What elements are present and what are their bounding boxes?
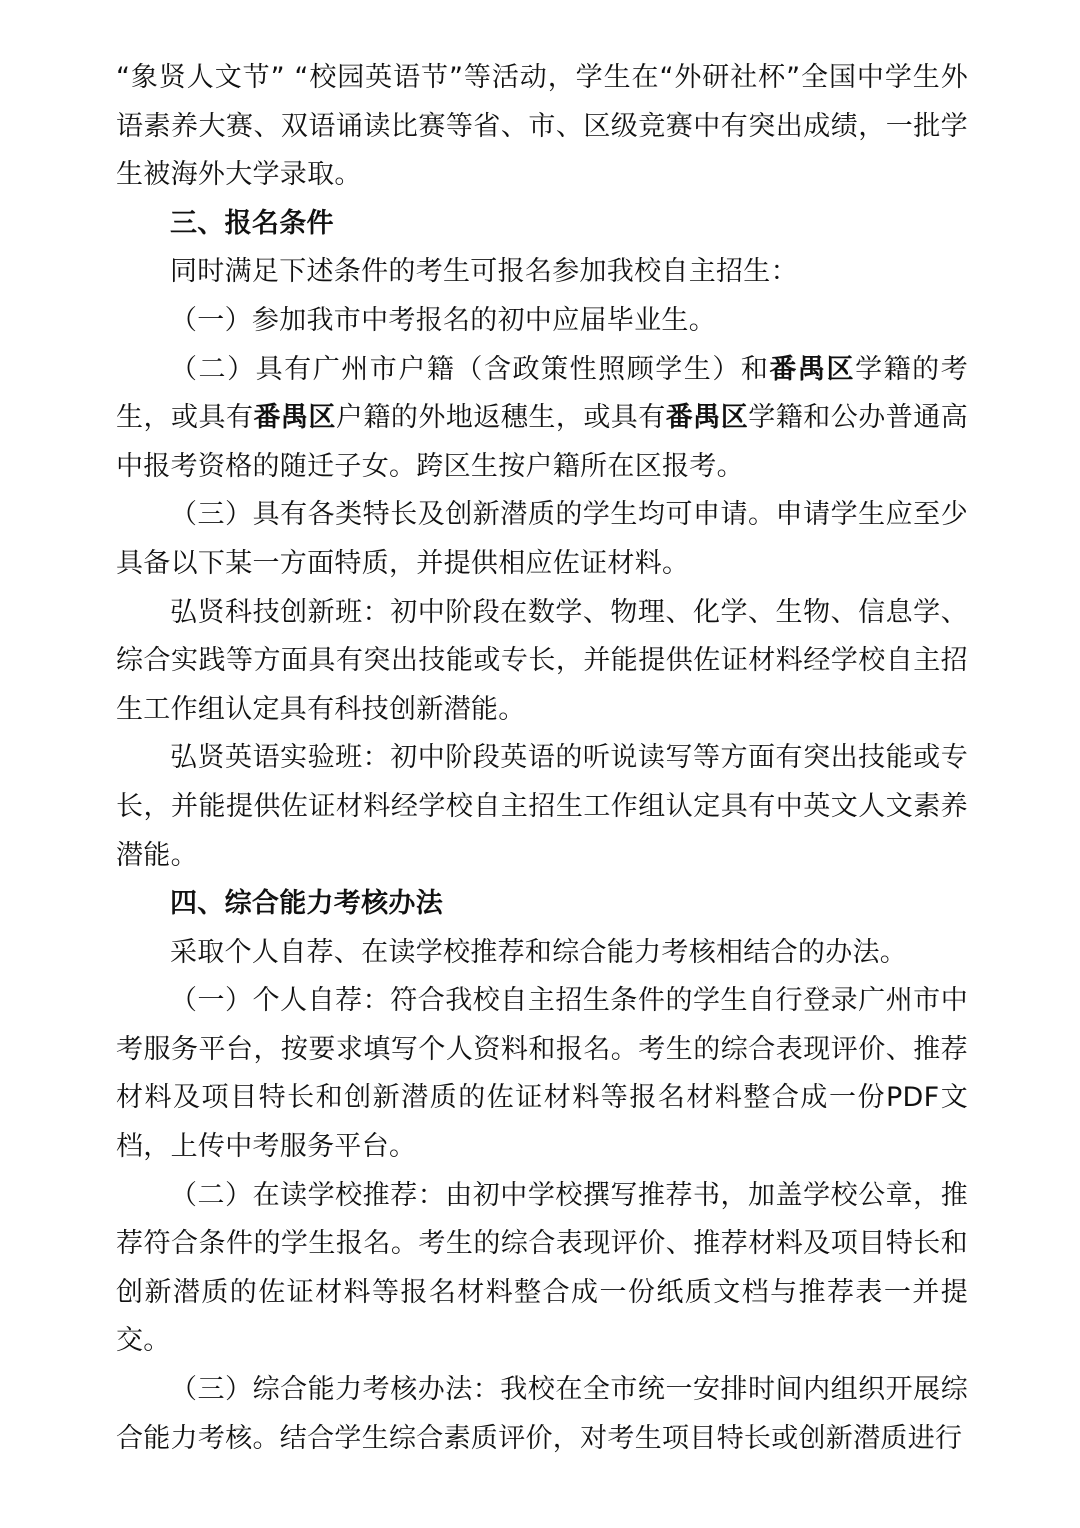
paragraph-science-innovation-class: 弘贤科技创新班：初中阶段在数学、物理、化学、生物、信息学、综合实践等方面具有突出技能或专长，并能提供佐证材料经学校自主招生工作组认定具有科技创新潜能。 [116, 596, 968, 725]
paragraph-self-recommendation: （一）个人自荐：符合我校自主招生条件的学生自行登录广州市中考服务平台，按要求填写个人资料和报名。考生的综合表现评价、推荐材料及项目特长和创新潜质的佐证材料等报名材料整合成一份PDF文档，上传中考服务平台。 [116, 985, 968, 1163]
paragraph-school-recommendation: （二）在读学校推荐：由初中学校撰写推荐书，加盖学校公章，推荐符合条件的学生报名。考生的综合表现评价、推荐材料及项目特长和创新潜质的佐证材料等报名材料整合成一份纸质文档与推荐表一并提交。 [116, 1179, 968, 1357]
paragraph-conditions-intro: 同时满足下述条件的考生可报名参加我校自主招生： [170, 256, 798, 288]
district-name-bold: 番禺区 [665, 402, 749, 434]
paragraph-assessment-intro: 采取个人自荐、在读学校推荐和综合能力考核相结合的办法。 [170, 936, 908, 968]
condition-2-text-part: 户籍的外地返穗生，或具有 [335, 402, 666, 434]
document-page [116, 54, 968, 1463]
paragraph-english-experimental-class: 弘贤英语实验班：初中阶段英语的听说读写等方面有突出技能或专长，并能提供佐证材料经学校自主招生工作组认定具有中英文人文素养潜能。 [116, 742, 968, 871]
paragraph-condition-3: （三）具有各类特长及创新潜质的学生均可申请。申请学生应至少具备以下某一方面特质，并提供相应佐证材料。 [116, 499, 968, 579]
district-name-bold: 番禺区 [769, 353, 856, 385]
district-name-bold: 番禺区 [253, 402, 336, 434]
condition-2-text-part: （二）具有广州市户籍（含政策性照顾学生）和 [170, 353, 770, 385]
condition-2-text-part: 学籍和公办普通高中报考资格的随迁子女。跨区生按户籍所在区报考。 [116, 402, 968, 482]
paragraph-condition-1: （一）参加我市中考报名的初中应届毕业生。 [170, 304, 716, 336]
condition-2-text-part: 学籍的考生，或具有 [116, 353, 968, 434]
paragraph-activities-continued: “象贤人文节” “校园英语节”等活动，学生在“外研社杯”全国中学生外语素养大赛、双语诵读比赛等省、市、区级竞赛中有突出成绩，一批学生被海外大学录取。 [116, 62, 968, 191]
section-heading-registration-conditions: 三、报名条件 [170, 207, 334, 239]
paragraph-condition-2 [116, 346, 968, 492]
section-heading-assessment-method: 四、综合能力考核办法 [170, 888, 443, 920]
paragraph-comprehensive-assessment: （三）综合能力考核办法：我校在全市统一安排时间内组织开展综合能力考核。结合学生综合素质评价，对考生项目特长或创新潜质进行 [116, 1374, 968, 1454]
